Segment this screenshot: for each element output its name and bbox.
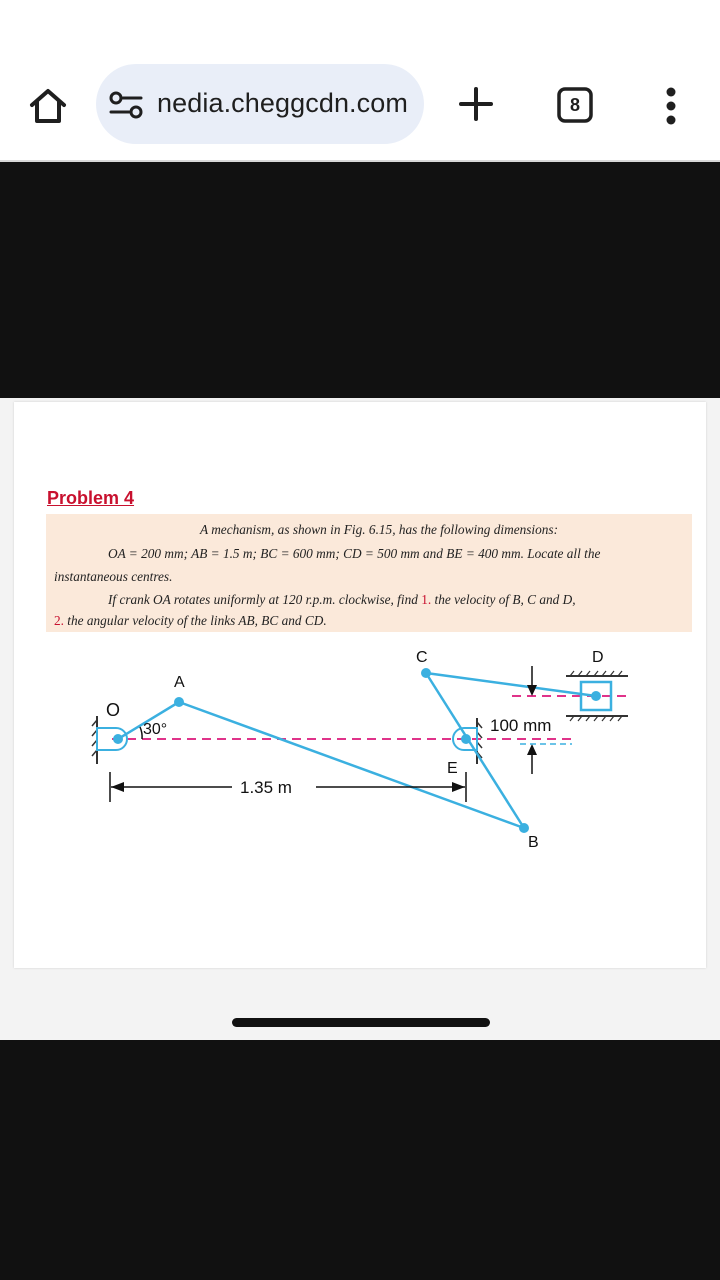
tabs-count[interactable]: 8 xyxy=(569,95,580,115)
label-d: D xyxy=(592,649,604,666)
problem-line-5 xyxy=(54,613,327,629)
joint-e xyxy=(461,734,471,744)
label-o: O xyxy=(106,700,121,720)
home-icon[interactable] xyxy=(26,84,70,128)
more-vert-icon[interactable] xyxy=(656,84,686,128)
problem-num-2: 2. xyxy=(54,613,64,628)
label-e: E xyxy=(447,760,458,777)
link-ab xyxy=(179,702,524,828)
image-viewer-background-bottom xyxy=(0,1040,720,1280)
label-angle: 30° xyxy=(143,721,168,738)
problem-title: Problem 4 xyxy=(47,488,135,508)
label-c: C xyxy=(416,649,428,666)
tune-icon[interactable] xyxy=(108,90,144,120)
label-dim-horizontal: 1.35 m xyxy=(240,778,292,797)
joint-c xyxy=(421,668,431,678)
joint-o xyxy=(113,734,123,744)
label-a: A xyxy=(174,674,185,691)
problem-num-1: 1. xyxy=(421,592,432,607)
gesture-bar[interactable] xyxy=(232,1018,490,1027)
joint-b xyxy=(519,823,529,833)
problem-line-4a: If crank OA rotates uniformly at 120 r.p.m. clockwise, find xyxy=(108,592,422,607)
problem-line-4 xyxy=(108,592,576,608)
label-b: B xyxy=(528,834,539,851)
problem-line-3: instantaneous centres. xyxy=(54,569,173,584)
label-dim-vertical: 100 mm xyxy=(490,716,552,735)
joint-d xyxy=(591,691,601,701)
joint-a xyxy=(174,697,184,707)
mechanism-diagram xyxy=(80,640,680,880)
angle-arc xyxy=(140,727,142,739)
image-viewer-background-top xyxy=(0,162,720,398)
url-text[interactable]: nedia.cheggcdn.com xyxy=(157,88,408,118)
link-bc xyxy=(426,673,524,828)
plus-icon[interactable] xyxy=(456,84,496,124)
problem-line-2: OA = 200 mm; AB = 1.5 m; BC = 600 mm; CD = 500 mm and BE = 400 mm. Locate all the xyxy=(108,546,601,561)
problem-line-4b: the velocity of B, C and D, xyxy=(431,592,576,607)
problem-line-5-text: the angular velocity of the links AB, BC and CD. xyxy=(63,613,327,628)
problem-line-1: A mechanism, as shown in Fig. 6.15, has the following dimensions: xyxy=(200,522,559,537)
